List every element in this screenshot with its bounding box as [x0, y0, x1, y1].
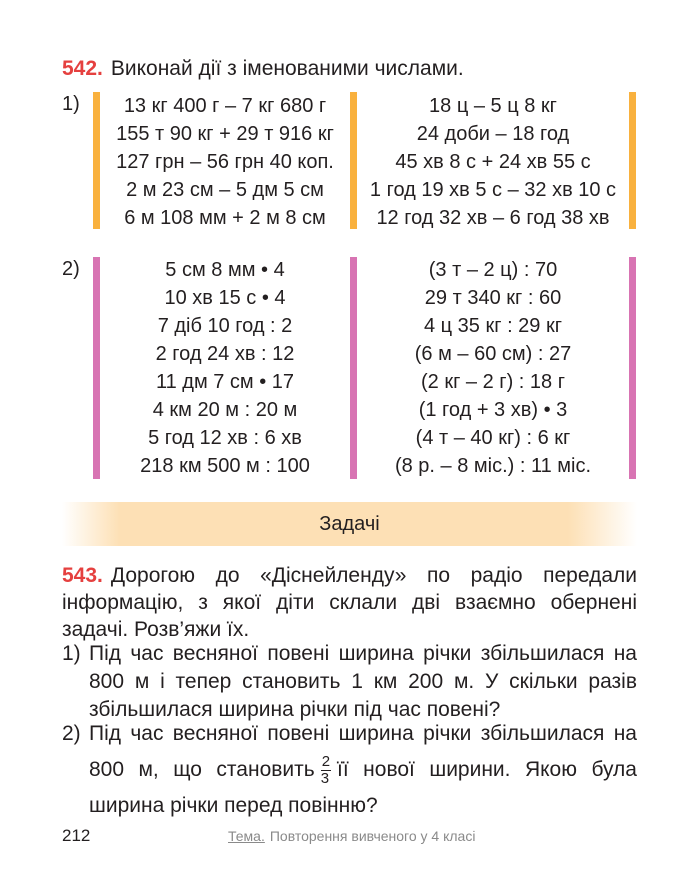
- expression: 11 дм 7 см • 17: [155, 371, 295, 393]
- expression: 7 діб 10 год : 2: [157, 315, 293, 337]
- expression: 12 год 32 хв – 6 год 38 хв: [376, 207, 610, 229]
- expression: (3 т – 2 ц) : 70: [428, 259, 558, 281]
- part-2-left-column: [100, 256, 350, 480]
- expression: 5 см 8 мм • 4: [165, 259, 285, 281]
- task-2: [62, 716, 637, 824]
- task-text-after: її нової ширини. Якою була ширина річки перед повінню?: [89, 758, 637, 817]
- exercise-number: 543.: [62, 564, 103, 587]
- exercise-instruction: Виконай дії з іменованими числами.: [110, 57, 464, 80]
- exercise-542-title: [62, 55, 464, 83]
- expression: 29 т 340 кг : 60: [424, 287, 562, 309]
- part-1-right-column: [357, 92, 629, 232]
- section-header-title: Задачі: [319, 513, 380, 535]
- expression: 2 м 23 см – 5 дм 5 см: [126, 179, 324, 201]
- task-label: 2): [62, 722, 81, 745]
- expression: (2 кг – 2 г) : 18 г: [420, 371, 566, 393]
- expression: 2 год 24 хв : 12: [155, 343, 295, 365]
- part-2-label: 2): [62, 258, 80, 280]
- fraction: [321, 754, 331, 787]
- fraction-numerator: 2: [321, 752, 331, 770]
- expression: (4 т – 40 кг) : 6 кг: [415, 427, 571, 449]
- expression: 18 ц – 5 ц 8 кг: [429, 95, 557, 117]
- expression: (6 м – 60 см) : 27: [414, 343, 572, 365]
- task-label: 1): [62, 642, 81, 665]
- expression: 10 хв 15 с • 4: [164, 287, 286, 309]
- orange-divider-bar: [629, 92, 636, 229]
- exercise-intro-text: Дорогою до «Діснейленду» по радіо передали інформацію, з якої діти склали дві взаємно обернені задачі. Розв’яжи їх.: [62, 564, 637, 641]
- expression: 4 ц 35 кг : 29 кг: [423, 315, 563, 337]
- page-number: 212: [62, 826, 91, 845]
- expression: (1 год + 3 хв) • 3: [418, 399, 568, 421]
- expression: 1 год 19 хв 5 с – 32 хв 10 с: [369, 179, 617, 201]
- task-text-before: Під час весняної повені ширина річки збільшилася на 800 м, що становить: [89, 722, 637, 781]
- exercise-number: 542.: [62, 57, 103, 80]
- topic-text: Повторення вивченого у 4 класі: [269, 828, 476, 844]
- pink-divider-bar: [93, 257, 100, 479]
- expression: 127 грн – 56 грн 40 коп.: [116, 151, 334, 173]
- expression: 155 т 90 кг + 29 т 916 кг: [116, 123, 334, 145]
- footer-topic: [228, 828, 475, 844]
- topic-label: Тема.: [228, 828, 265, 844]
- task-text: Під час весняної повені ширина річки збільшилася на 800 м і тепер становить 1 км 200 м. У скільки разів збільшилася ширина річки під час повені?: [89, 642, 637, 721]
- expression: 45 хв 8 с + 24 хв 55 с: [395, 151, 591, 173]
- part-2-right-column: [357, 256, 629, 480]
- section-header-band: [62, 502, 637, 546]
- expression: 6 м 108 мм + 2 м 8 см: [124, 207, 326, 229]
- expression: 218 км 500 м : 100: [140, 455, 310, 477]
- pink-divider-bar: [350, 257, 357, 479]
- task-text: [89, 716, 637, 824]
- expression: 13 кг 400 г – 7 кг 680 г: [123, 95, 327, 117]
- pink-divider-bar: [629, 257, 636, 479]
- expression: 4 км 20 м : 20 м: [152, 399, 298, 421]
- expression: (8 р. – 8 міс.) : 11 міс.: [394, 455, 592, 477]
- expression: 24 доби – 18 год: [416, 123, 570, 145]
- orange-divider-bar: [93, 92, 100, 229]
- orange-divider-bar: [350, 92, 357, 229]
- expression: 5 год 12 хв : 6 хв: [148, 427, 302, 449]
- fraction-denominator: 3: [320, 769, 330, 787]
- task-1: [62, 640, 637, 724]
- exercise-543-intro: [62, 562, 637, 643]
- part-1-left-column: [100, 92, 350, 232]
- part-1-label: 1): [62, 93, 80, 115]
